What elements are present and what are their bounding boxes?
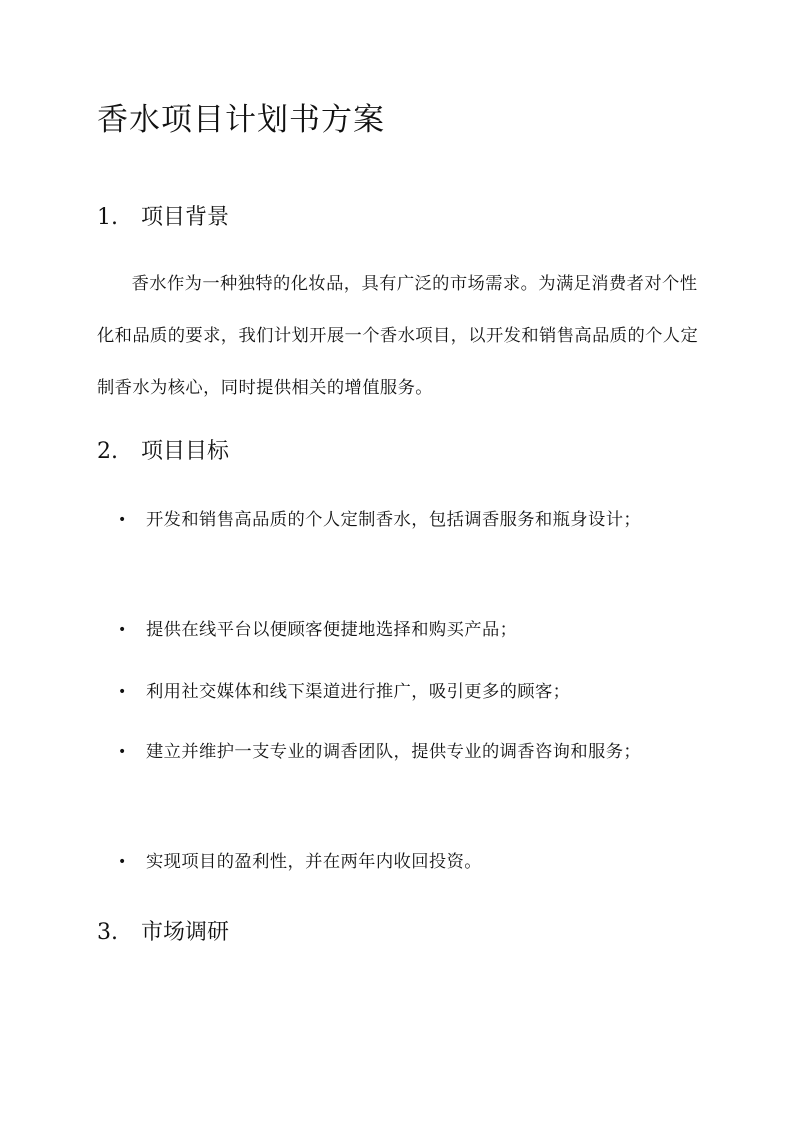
goal-list-item: [118, 836, 688, 888]
bullet-icon: •: [118, 854, 127, 870]
goal-list-item: [118, 604, 688, 656]
background-paragraph: 香水作为一种独特的化妆品，具有广泛的市场需求。为满足消费者对个性化和品质的要求，我们计划开展一个香水项目，以开发和销售高品质的个人定制香水为核心，同时提供相关的增值服务。: [97, 274, 699, 398]
section-number: 3.: [97, 920, 118, 945]
bullet-icon: •: [118, 744, 127, 760]
goal-text: 建立并维护一支专业的调香团队，提供专业的调香咨询和服务；: [146, 742, 642, 762]
section-heading-background: [97, 200, 229, 231]
section-title: 项目目标: [141, 439, 230, 464]
bullet-icon: •: [118, 622, 127, 638]
section-heading-market-research: [97, 915, 229, 946]
goal-list-item: [118, 494, 688, 546]
goal-text: 开发和销售高品质的个人定制香水，包括调香服务和瓶身设计；: [146, 510, 642, 530]
section-title: 市场调研: [141, 920, 230, 945]
bullet-icon: •: [118, 684, 127, 700]
section-heading-goals: [97, 434, 229, 465]
goal-text: 提供在线平台以便顾客便捷地选择和购买产品；: [146, 620, 518, 640]
goal-text: 实现项目的盈利性，并在两年内收回投资。: [146, 852, 482, 872]
section-number: 1.: [97, 205, 118, 230]
bullet-icon: •: [118, 512, 127, 528]
document-title: 香水项目计划书方案: [97, 102, 385, 138]
section-title: 项目背景: [141, 205, 230, 230]
goal-list-item: [118, 726, 688, 778]
section-number: 2.: [97, 439, 118, 464]
goal-list-item: [118, 666, 688, 718]
goal-text: 利用社交媒体和线下渠道进行推广，吸引更多的顾客；: [146, 682, 571, 702]
